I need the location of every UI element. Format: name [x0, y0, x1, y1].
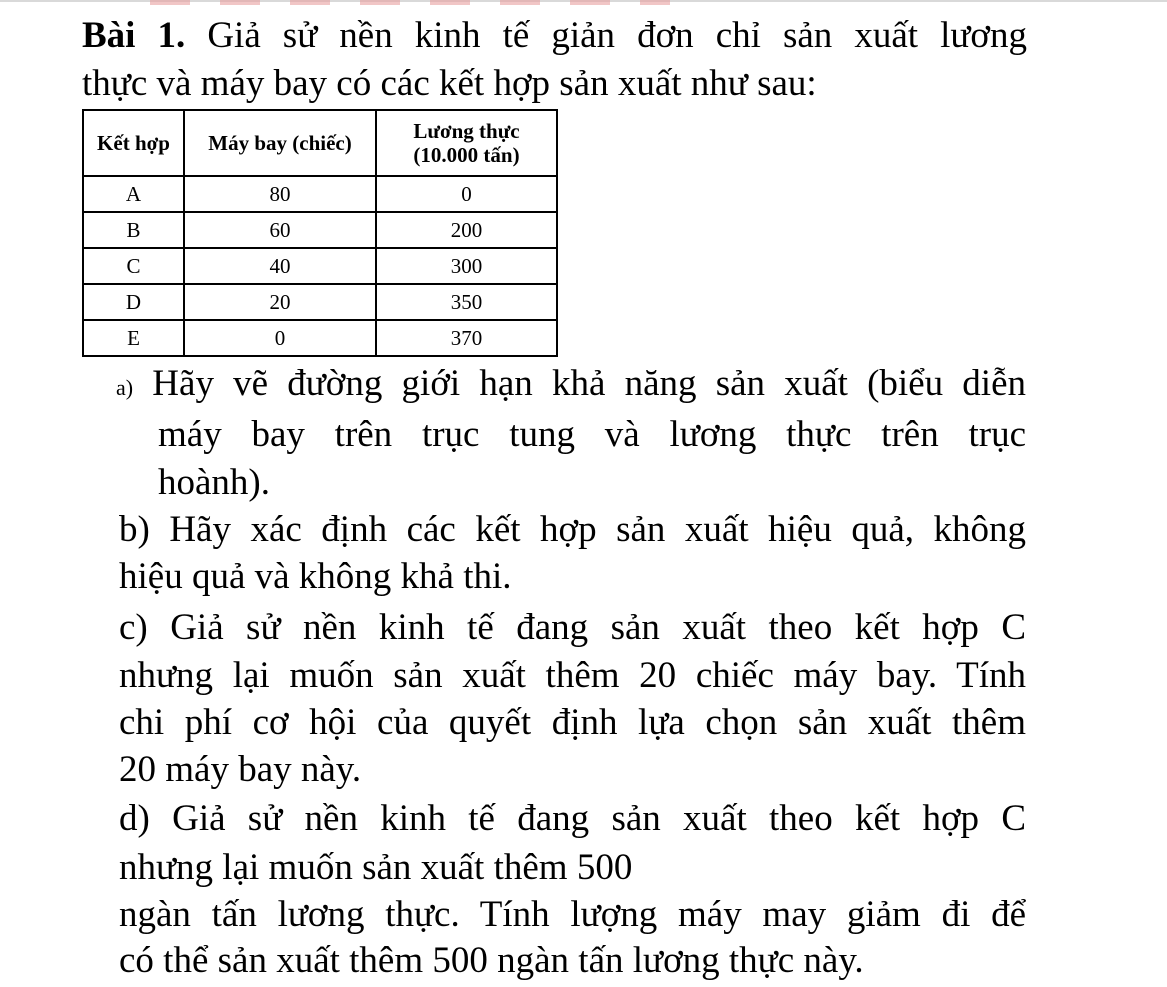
- table-cell: 200: [376, 212, 557, 248]
- table-row: [83, 248, 557, 284]
- table-cell: C: [83, 248, 184, 284]
- question-d-line-1: d) Giả sử nền kinh tế đang sản xuất theo kết hợp C: [119, 798, 1026, 839]
- heading-line-1: [82, 14, 1027, 58]
- table-header-row: [83, 110, 557, 176]
- heading-line-2: thực và máy bay có các kết hợp sản xuất như sau:: [82, 63, 817, 104]
- table-cell: 0: [376, 176, 557, 212]
- header-food-unit: (10.000 tấn): [413, 143, 520, 167]
- question-a-line-2: máy bay trên trục tung và lương thực trên trục: [158, 414, 1026, 455]
- question-c-line-4: 20 máy bay này.: [119, 749, 362, 790]
- header-airplanes: Máy bay (chiếc): [184, 110, 376, 176]
- table-cell: 60: [184, 212, 376, 248]
- question-c-line-1: c) Giả sử nền kinh tế đang sản xuất theo kết hợp C: [119, 607, 1026, 648]
- question-a-line-1: [116, 362, 1026, 410]
- question-d-line-4: có thể sản xuất thêm 500 ngàn tấn lương thực này.: [119, 940, 864, 981]
- table-row: [83, 284, 557, 320]
- table-cell: E: [83, 320, 184, 356]
- header-food-title: Lương thực: [413, 119, 520, 143]
- table-cell: B: [83, 212, 184, 248]
- table-cell: 40: [184, 248, 376, 284]
- table-row: [83, 320, 557, 356]
- question-d-line-2: nhưng lại muốn sản xuất thêm 500: [119, 847, 633, 888]
- table-cell: 370: [376, 320, 557, 356]
- table-cell: D: [83, 284, 184, 320]
- table-row: [83, 176, 557, 212]
- exercise-label: Bài 1.: [82, 15, 186, 56]
- header-combination: Kết hợp: [83, 110, 184, 176]
- question-a-line-3: hoành).: [158, 462, 270, 503]
- table-cell: 300: [376, 248, 557, 284]
- question-a-text-1: Hãy vẽ đường giới hạn khả năng sản xuất (biểu diễn: [152, 363, 1027, 404]
- header-food: [376, 110, 557, 176]
- question-b-line-1: b) Hãy xác định các kết hợp sản xuất hiệu quả, không: [119, 509, 1026, 550]
- table-cell: 80: [184, 176, 376, 212]
- question-a-marker: a): [116, 375, 134, 400]
- question-c-line-3: chi phí cơ hội của quyết định lựa chọn sản xuất thêm: [119, 702, 1026, 743]
- cropped-previous-text: [150, 0, 670, 5]
- table-cell: 350: [376, 284, 557, 320]
- heading-text-1: Giả sử nền kinh tế giản đơn chỉ sản xuất lương: [207, 15, 1027, 56]
- table-cell: A: [83, 176, 184, 212]
- question-d-line-3: ngàn tấn lương thực. Tính lượng máy may giảm đi để: [119, 894, 1026, 935]
- table-row: [83, 212, 557, 248]
- table-cell: 20: [184, 284, 376, 320]
- question-c-line-2: nhưng lại muốn sản xuất thêm 20 chiếc máy bay. Tính: [119, 655, 1026, 696]
- table-cell: 0: [184, 320, 376, 356]
- production-table: [82, 109, 558, 357]
- question-b-line-2: hiệu quả và không khả thi.: [119, 556, 512, 597]
